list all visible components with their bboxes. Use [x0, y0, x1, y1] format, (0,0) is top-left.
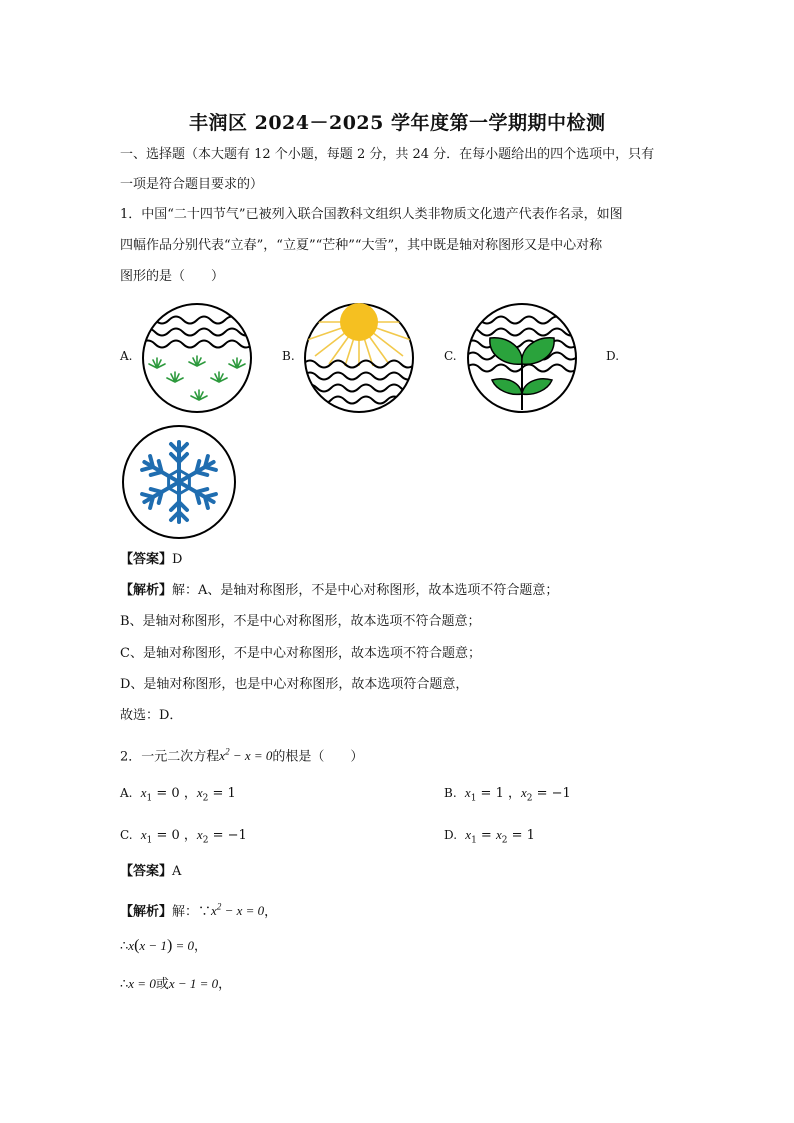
comma: ，: [264, 904, 278, 920]
figure-d-daxue: [121, 424, 237, 540]
figure-b-lixia: [303, 302, 415, 414]
equation: x(x − 1) = 0: [128, 937, 195, 954]
analysis-line: 故选：D．: [120, 708, 183, 723]
figure-c-mangzhong: [466, 302, 578, 414]
q2-option-c: C. $x_1 = 0$ ，$x_2 = -1$: [120, 827, 247, 846]
or-word: 或: [155, 977, 169, 992]
sun-icon: [340, 303, 378, 341]
answer-label: 【答案】: [120, 552, 173, 567]
option-d-label: D.: [606, 349, 620, 363]
analysis-step-2: [120, 936, 207, 957]
option-c-label: C.: [444, 349, 457, 363]
therefore-symbol: ∴: [120, 977, 129, 992]
section-heading-line1: 一、选择题（本大题有 12 个小题，每题 2 分，共 24 分．在每小题给出的四个选项中，只有: [120, 147, 655, 162]
analysis-line: 解：A、是轴对称图形，不是中心对称图形，故本选项不符合题意；: [172, 583, 559, 598]
equation: x = 0: [128, 976, 156, 991]
analysis-row-q1: [120, 581, 558, 601]
option-a-label: A.: [120, 349, 133, 363]
comma: ，: [194, 939, 208, 954]
option-label: D.: [444, 828, 458, 842]
answer-row-q1: [120, 550, 182, 570]
analysis-row-q2: [120, 897, 277, 922]
answer-row-q2: [120, 862, 181, 882]
analysis-line: D、是轴对称图形，也是中心对称图形，故本选项符合题意，: [120, 677, 469, 692]
option-label: A.: [120, 786, 133, 800]
option-b-label: B.: [282, 349, 295, 363]
therefore-symbol: ∴: [120, 939, 129, 954]
analysis-prefix: 解：∵: [172, 904, 212, 920]
analysis-step-3: [120, 974, 231, 995]
analysis-line: C、是轴对称图形，不是中心对称图形，故本选项不符合题意；: [120, 646, 481, 661]
q2-option-b: B. $x_1 = 1$ ，$x_2 = -1$: [444, 785, 571, 804]
equation: $x^2 - x = 0$: [211, 902, 265, 919]
figure-a-lichun: [141, 302, 253, 414]
option-label: B.: [444, 786, 457, 800]
equation: x − 1 = 0: [168, 976, 219, 991]
question-1-line1: 1．中国“二十四节气”已被列入联合国教科文组织人类非物质文化遗产代表作名录，如图: [120, 207, 623, 222]
comma: ，: [218, 977, 232, 992]
question-1-line3: 图形的是（ ）: [120, 269, 225, 284]
option-label: C.: [120, 828, 133, 842]
analysis-label: 【解析】: [120, 583, 173, 598]
q2-option-d: D. $x_1 = x_2 = 1$: [444, 827, 535, 846]
page-title: 丰润区 2024－2025 学年度第一学期期中检测: [189, 112, 606, 134]
answer-value: D: [172, 552, 183, 567]
answer-label: 【答案】: [120, 864, 173, 879]
section-heading-line2: 一项是符合题目要求的）: [120, 177, 264, 192]
analysis-line: B、是轴对称图形，不是中心对称图形，故本选项不符合题意；: [120, 614, 481, 629]
equation: $x^2 - x = 0$: [219, 747, 273, 764]
q2-option-a: A. $x_1 = 0$ ，$x_2 = 1$: [120, 785, 236, 804]
question-2: [120, 742, 363, 767]
question-2-prefix: 2．一元二次方程: [120, 749, 220, 765]
analysis-label: 【解析】: [120, 904, 173, 920]
question-2-suffix: 的根是（ ）: [272, 749, 364, 765]
question-1-line2: 四幅作品分别代表“立春”，“立夏”“芒种”“大雪”，其中既是轴对称图形又是中心对称: [120, 238, 603, 253]
answer-value: A: [172, 864, 182, 879]
